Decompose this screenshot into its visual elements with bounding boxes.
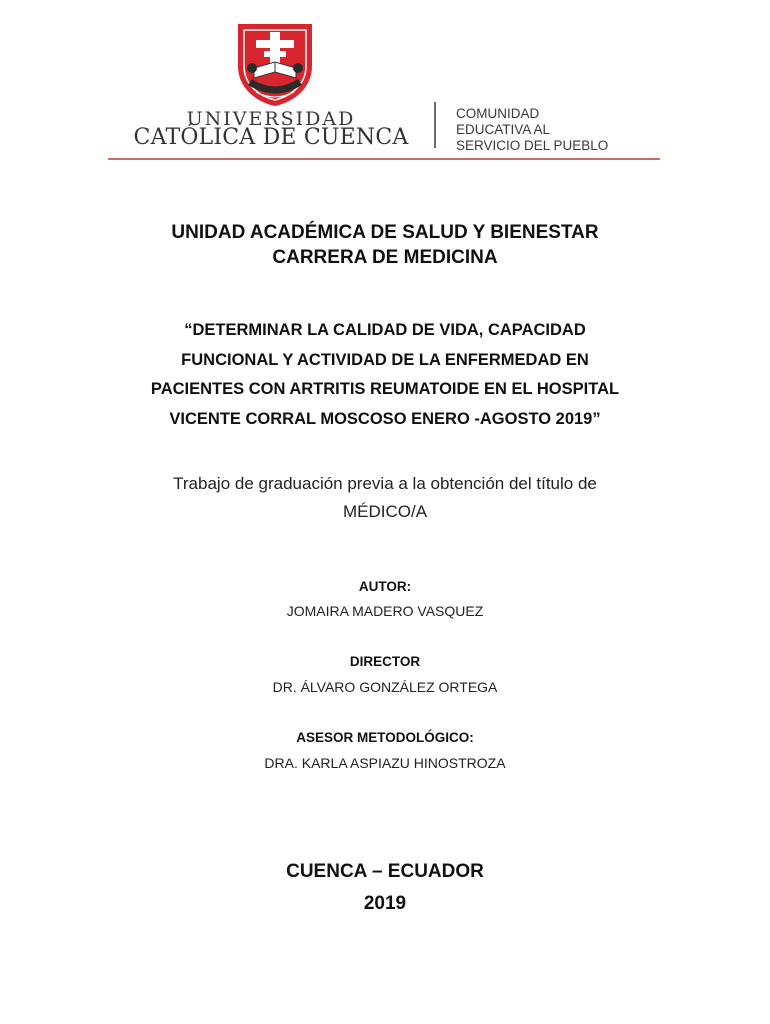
degree-statement <box>0 470 770 526</box>
author-label: AUTOR: <box>358 579 412 594</box>
director-label: DIRECTOR <box>349 654 421 669</box>
thesis-title-line: PACIENTES CON ARTRITIS REUMATOIDE EN EL HOSPITAL <box>150 380 620 398</box>
academic-unit-name: UNIDAD ACADÉMICA DE SALUD Y BIENESTAR <box>171 222 599 243</box>
motto-line: SERVICIO DEL PUEBLO <box>456 138 609 153</box>
university-name-line2: CATÓLICA DE CUENCA <box>133 125 409 150</box>
advisor-name: DRA. KARLA ASPIAZU HINOSTROZA <box>264 755 506 771</box>
degree-title: MÉDICO/A <box>342 502 428 521</box>
university-seal-logo <box>230 18 320 108</box>
motto-line: COMUNIDAD <box>456 106 540 121</box>
university-header <box>108 18 660 160</box>
degree-statement-text: Trabajo de graduación previa a la obtención del título de <box>173 474 597 493</box>
header-rule <box>108 158 660 160</box>
university-motto <box>456 106 608 154</box>
academic-unit <box>0 220 770 270</box>
header-divider <box>434 102 436 148</box>
university-name-line1: UNIVERSIDAD <box>186 108 356 130</box>
thesis-title-line: FUNCIONAL Y ACTIVIDAD DE LA ENFERMEDAD EN <box>181 350 589 369</box>
thesis-title-line: “DETERMINAR LA CALIDAD DE VIDA, CAPACIDAD <box>184 321 586 339</box>
director-name: DR. ÁLVARO GONZÁLEZ ORTEGA <box>272 679 498 695</box>
author-name: JOMAIRA MADERO VASQUEZ <box>286 603 484 619</box>
thesis-title-line: VICENTE CORRAL MOSCOSO ENERO -AGOSTO 2019” <box>169 409 601 428</box>
place-and-year <box>0 856 770 920</box>
motto-line: EDUCATIVA AL <box>456 122 551 137</box>
thesis-title <box>0 316 770 434</box>
program-name: CARRERA DE MEDICINA <box>272 247 498 268</box>
city-country: CUENCA – ECUADOR <box>286 861 484 882</box>
year: 2019 <box>363 893 407 914</box>
advisor-label: ASESOR METODOLÓGICO: <box>296 730 474 745</box>
